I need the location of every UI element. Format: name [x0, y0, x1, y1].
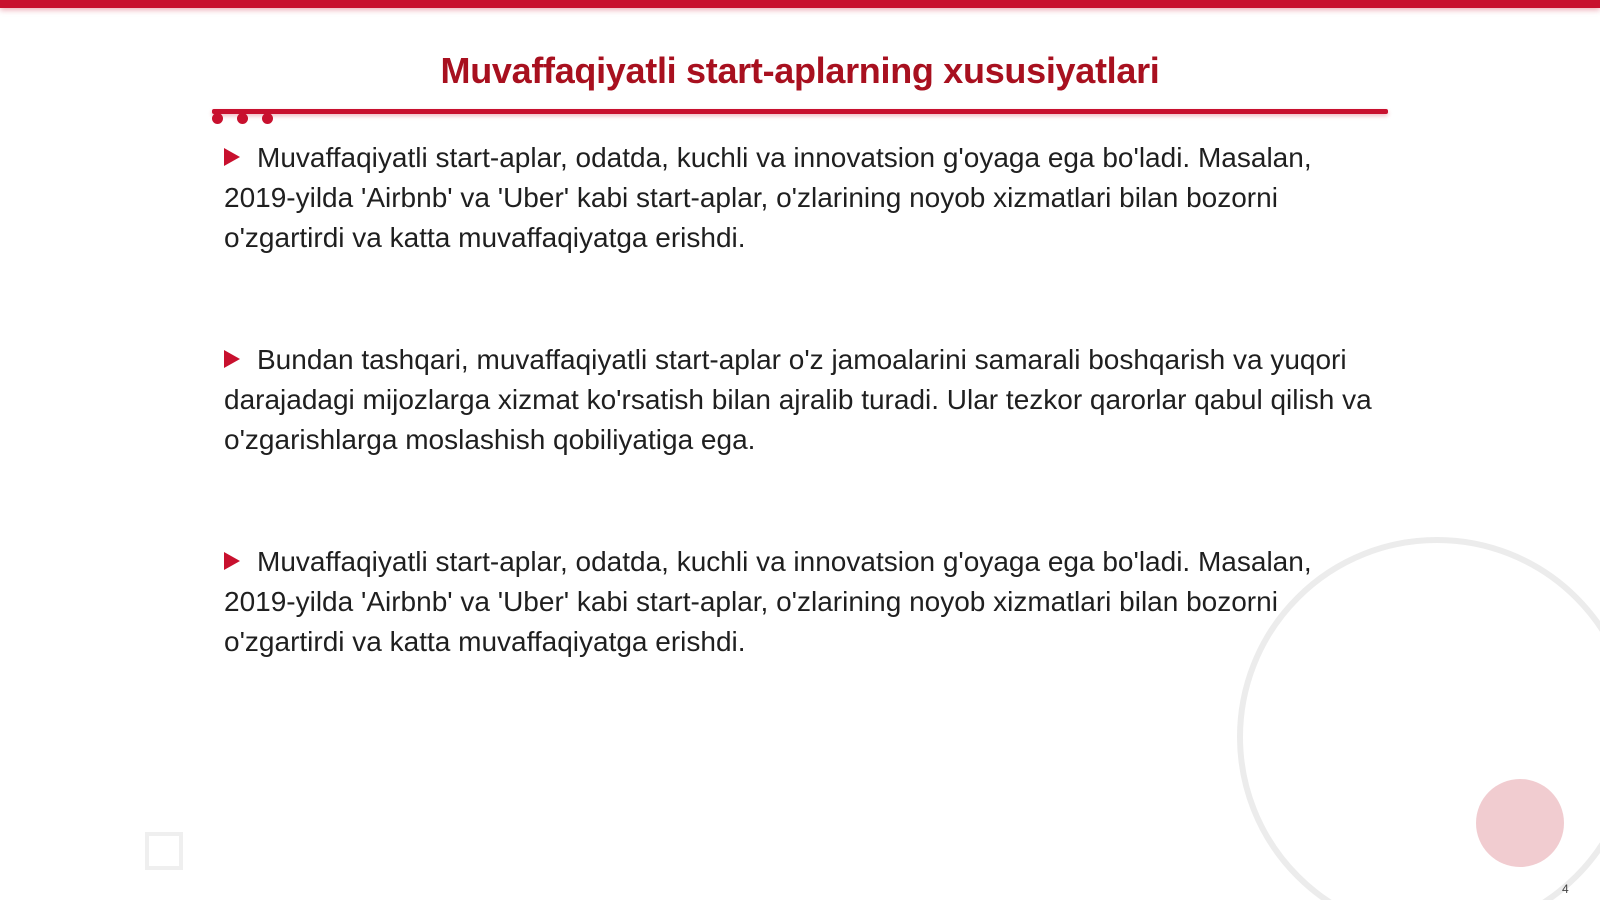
decorative-dot [262, 113, 273, 124]
bullet-text: Muvaffaqiyatli start-aplar, odatda, kuchli va innovatsion g'oyaga ega bo'ladi. Masalan, 2019-yilda 'Airbnb' va 'Uber' kabi start-aplar, o'zlarining noyob xizmatlari bilan bozorni o'zgartirdi va katta muvaffaqiyatga erishdi. [224, 142, 1312, 253]
bullet-item [224, 340, 1374, 460]
bullet-text: Bundan tashqari, muvaffaqiyatli start-aplar o'z jamoalarini samarali boshqarish va yuqori darajadagi mijozlarga xizmat ko'rsatish bilan ajralib turadi. Ular tezkor qarorlar qabul qilish va o'zgarishlarga moslashish qobiliyatiga ega. [224, 344, 1372, 455]
decorative-square-outline [145, 832, 183, 870]
page-number: 4 [1562, 882, 1569, 896]
bullet-list [224, 138, 1374, 744]
title-underline [212, 109, 1388, 114]
decorative-dot [237, 113, 248, 124]
triangle-right-icon [224, 350, 240, 368]
bullet-text: Muvaffaqiyatli start-aplar, odatda, kuchli va innovatsion g'oyaga ega bo'ladi. Masalan, 2019-yilda 'Airbnb' va 'Uber' kabi start-aplar, o'zlarining noyob xizmatlari bilan bozorni o'zgartirdi va katta muvaffaqiyatga erishdi. [224, 546, 1312, 657]
bullet-item [224, 138, 1374, 258]
bullet-item [224, 542, 1374, 662]
triangle-right-icon [224, 552, 240, 570]
top-accent-bar [0, 0, 1600, 8]
title-dots [212, 113, 282, 127]
decorative-dot [212, 113, 223, 124]
slide-title: Muvaffaqiyatli start-aplarning xususiyatlari [440, 50, 1160, 91]
triangle-right-icon [224, 148, 240, 166]
decorative-pink-circle [1476, 779, 1564, 867]
